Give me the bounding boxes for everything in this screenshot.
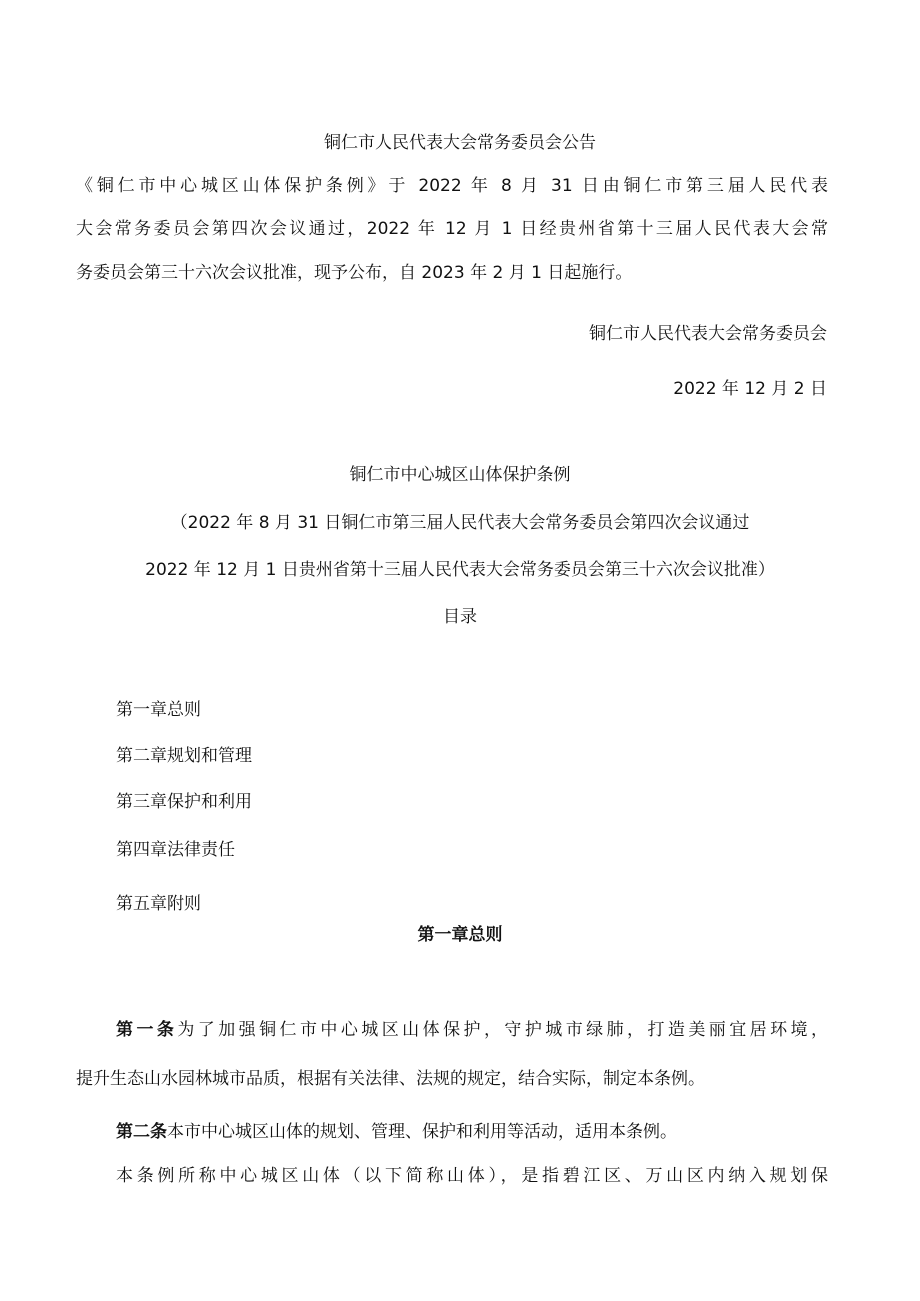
chapter-1-heading: 第一章总则: [417, 925, 503, 945]
toc-item-chapter-1: 第一章总则: [116, 700, 201, 720]
announcement-body-line-3: 务委员会第三十六次会议批准，现予公布，自 2023 年 2 月 1 日起施行。: [76, 263, 633, 283]
toc-item-chapter-3: 第三章保护和利用: [116, 792, 252, 812]
announcement-signature: 铜仁市人民代表大会常务委员会: [589, 324, 827, 344]
article-1-text: 为了加强铜仁市中心城区山体保护，守护城市绿肺，打造美丽宜居环境，: [177, 1020, 829, 1040]
regulation-note-line-1: （2022 年 8 月 31 日铜仁市第三届人民代表大会常务委员会第四次会议通过: [170, 513, 750, 533]
announcement-title: 铜仁市人民代表大会常务委员会公告: [324, 133, 596, 153]
article-2-line-1: [116, 1124, 677, 1141]
article-1-line-1: [116, 1022, 828, 1039]
article-1-line-2: 提升生态山水园林城市品质，根据有关法律、法规的规定，结合实际，制定本条例。: [76, 1069, 705, 1089]
announcement-body-line-1: 《铜仁市中心城区山体保护条例》于 2022 年 8 月 31 日由铜仁市第三届人民代表: [76, 176, 828, 196]
toc-item-chapter-4: 第四章法律责任: [116, 840, 235, 860]
toc-item-chapter-5: 第五章附则: [116, 894, 201, 914]
announcement-date: 2022 年 12 月 2 日: [673, 379, 827, 399]
regulation-note-line-2: 2022 年 12 月 1 日贵州省第十三届人民代表大会常务委员会第三十六次会议批准）: [145, 560, 775, 580]
article-1-label: 第一条: [116, 1020, 178, 1040]
article-2-text: 本市中心城区山体的规划、管理、保护和利用等活动，适用本条例。: [167, 1122, 677, 1142]
toc-heading: 目录: [443, 607, 477, 627]
toc-item-chapter-2: 第二章规划和管理: [116, 746, 252, 766]
article-2-paragraph-2: 本条例所称中心城区山体（以下简称山体），是指碧江区、万山区内纳入规划保: [116, 1166, 828, 1186]
announcement-body-line-2: 大会常务委员会第四次会议通过，2022 年 12 月 1 日经贵州省第十三届人民代表大会常: [76, 219, 828, 239]
regulation-title: 铜仁市中心城区山体保护条例: [349, 465, 571, 485]
article-2-label: 第二条: [116, 1122, 167, 1142]
